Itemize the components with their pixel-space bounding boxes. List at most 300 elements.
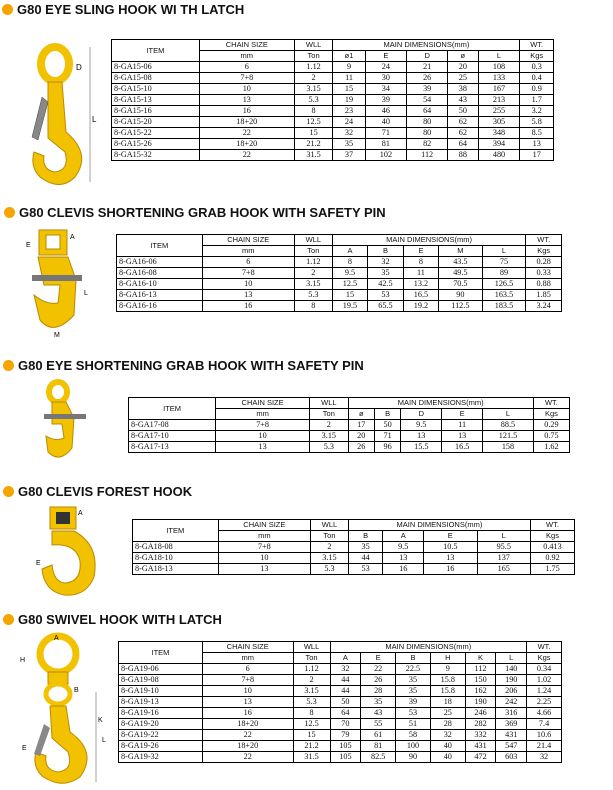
item-code-cell: 8-GA16-08 [117,268,203,279]
table-cell: 305 [478,117,520,128]
table-cell: 10.5 [424,542,477,553]
table-cell: 431 [465,741,496,752]
wll-header: WLL [311,520,349,531]
chain-size-header: CHAIN SIZE [216,398,310,409]
table-cell: 39 [365,95,407,106]
table-cell: 96 [374,442,400,453]
table-cell: 6 [199,62,294,73]
table-row [129,442,570,453]
item-header: ITEM [129,398,216,420]
spec-table-4 [132,519,575,575]
section-title-4 [3,484,192,499]
table-cell: 88.5 [483,420,534,431]
dimension-header: E [365,51,407,62]
table-cell: 21.4 [527,741,562,752]
table-cell: 82 [407,139,448,150]
table-cell: 0.9 [520,84,554,95]
table-cell: 9 [333,62,365,73]
main-dimensions-header: MAIN DIMENSIONS(mm) [330,642,527,653]
table-cell: 5.3 [310,442,348,453]
table-cell: 105 [330,752,361,763]
item-code-cell: 8-GA19-10 [119,686,203,697]
table-cell: 0.28 [526,257,562,268]
table-cell: 3.15 [293,686,330,697]
table-cell: 9.5 [383,542,424,553]
table-cell: 16 [383,564,424,575]
table-cell: 22 [199,150,294,161]
item-code-cell: 8-GA15-06 [112,62,200,73]
item-code-cell: 8-GA19-08 [119,675,203,686]
table-cell: 472 [465,752,496,763]
table-cell: 206 [496,686,527,697]
table-cell: 12.5 [294,117,333,128]
dimension-header: E [442,409,483,420]
item-code-cell: 8-GA15-32 [112,150,200,161]
table-cell: 0.33 [526,268,562,279]
table-cell: 13 [383,553,424,564]
bullet-icon [3,360,14,371]
table-cell: 38 [448,84,479,95]
table-row [119,697,562,708]
table-cell: 35 [396,675,431,686]
table-cell: 35 [348,542,382,553]
table-row [129,431,570,442]
table-cell: 2 [311,542,349,553]
table-cell: 43.5 [439,257,482,268]
table-cell: 6 [202,257,294,268]
table-cell: 62 [448,128,479,139]
table-cell: 1.24 [527,686,562,697]
table-cell: 49.5 [439,268,482,279]
table-cell: 89 [482,268,526,279]
table-cell: 16 [202,708,293,719]
table-cell: 112.5 [439,301,482,312]
table-cell: 20 [448,62,479,73]
table-cell: 3.2 [520,106,554,117]
dimension-header: E [403,246,439,257]
table-row [112,150,554,161]
table-cell: 1.12 [294,62,333,73]
table-cell: 24 [333,117,365,128]
header-row [112,40,554,51]
table-cell: 15 [293,730,330,741]
item-code-cell: 8-GA17-10 [129,431,216,442]
weight-unit: Kgs [533,409,569,420]
table-cell: 71 [365,128,407,139]
item-code-cell: 8-GA18-08 [133,542,219,553]
table-cell: 8 [294,301,332,312]
item-code-cell: 8-GA16-16 [117,301,203,312]
spec-table-2 [116,234,562,312]
table-cell: 2.25 [527,697,562,708]
item-code-cell: 8-GA15-16 [112,106,200,117]
table-cell: 13 [216,442,310,453]
section-title-2 [4,205,386,220]
dimension-header: L [478,51,520,62]
table-row [112,62,554,73]
weight-unit: Kgs [531,531,575,542]
section-title-1 [2,2,244,17]
table-cell: 22 [202,752,293,763]
spec-table-1 [111,39,554,161]
table-row [129,420,570,431]
table-cell: 21.2 [294,139,333,150]
item-code-cell: 8-GA16-06 [117,257,203,268]
dim-label: A [70,234,75,241]
table-cell: 25 [430,708,465,719]
table-row [112,84,554,95]
section-title-text: G80 EYE SLING HOOK WI TH LATCH [17,2,245,17]
table-cell: 22 [202,730,293,741]
dimension-header: B [368,246,404,257]
table-cell: 70.5 [439,279,482,290]
table-cell: 19 [333,95,365,106]
table-cell: 7.4 [527,719,562,730]
item-code-cell: 8-GA16-10 [117,279,203,290]
table-cell: 62 [448,117,479,128]
dim-label: L [102,737,106,744]
section-title-text: G80 EYE SHORTENING GRAB HOOK WITH SAFETY PIN [18,358,364,373]
table-row [117,268,562,279]
table-cell: 8.5 [520,128,554,139]
table-cell: 70 [330,719,361,730]
table-row [119,730,562,741]
table-cell: 61 [361,730,396,741]
table-cell: 18+20 [199,139,294,150]
table-cell: 16 [202,301,294,312]
table-cell: 126.5 [482,279,526,290]
table-cell: 35 [368,268,404,279]
table-cell: 43 [448,95,479,106]
table-cell: 16.5 [442,442,483,453]
table-cell: 255 [478,106,520,117]
table-cell: 2 [293,675,330,686]
item-code-cell: 8-GA17-13 [129,442,216,453]
table-cell: 0.413 [531,542,575,553]
table-cell: 183.5 [482,301,526,312]
wll-header: WLL [294,40,333,51]
table-cell: 40 [365,117,407,128]
clevis-grab-hook-image [24,225,94,340]
table-cell: 32 [333,128,365,139]
table-cell: 15.8 [430,675,465,686]
table-row [119,675,562,686]
table-row [119,664,562,675]
table-cell: 18 [430,697,465,708]
dimension-header: H [430,653,465,664]
weight-unit: Kgs [526,246,562,257]
table-cell: 23 [333,106,365,117]
table-cell: 0.34 [527,664,562,675]
table-cell: 75 [482,257,526,268]
header-row [117,235,562,246]
wll-unit: Ton [294,51,333,62]
table-cell: 2 [294,268,332,279]
table-cell: 13.2 [403,279,439,290]
table-cell: 2 [294,73,333,84]
table-cell: 40 [430,741,465,752]
wll-unit: Ton [311,531,349,542]
table-cell: 81 [361,741,396,752]
table-cell: 167 [478,84,520,95]
table-row [133,553,575,564]
table-cell: 2 [310,420,348,431]
item-code-cell: 8-GA15-13 [112,95,200,106]
table-cell: 3.15 [294,279,332,290]
dimension-header: A [383,531,424,542]
main-dimensions-header: MAIN DIMENSIONS(mm) [348,398,533,409]
table-cell: 44 [348,553,382,564]
table-row [133,564,575,575]
table-cell: 53 [348,564,382,575]
table-cell: 10 [216,431,310,442]
table-cell: 35 [333,139,365,150]
table-cell: 316 [496,708,527,719]
item-header: ITEM [112,40,200,62]
table-cell: 21 [407,62,448,73]
dim-label: A [78,510,83,517]
item-code-cell: 8-GA15-08 [112,73,200,84]
table-cell: 150 [465,675,496,686]
chain-unit: mm [202,653,293,664]
table-cell: 3.24 [526,301,562,312]
dimension-header: D [407,51,448,62]
table-cell: 13 [424,553,477,564]
table-cell: 431 [496,730,527,741]
chain-unit: mm [199,51,294,62]
dim-label: L [84,290,88,297]
table-cell: 165 [477,564,531,575]
eye-sling-hook-image [20,42,110,192]
table-cell: 39 [407,84,448,95]
table-cell: 13 [401,431,442,442]
table-cell: 1.12 [294,257,332,268]
wll-unit: Ton [310,409,348,420]
dimension-header: D [401,409,442,420]
item-code-cell: 8-GA16-13 [117,290,203,301]
table-cell: 3.15 [311,553,349,564]
table-cell: 9 [430,664,465,675]
table-cell: 15 [294,128,333,139]
main-dimensions-header: MAIN DIMENSIONS(mm) [333,40,520,51]
table-cell: 7+8 [202,268,294,279]
table-cell: 13 [442,431,483,442]
table-cell: 190 [465,697,496,708]
table-cell: 30 [365,73,407,84]
dimension-header: B [348,531,382,542]
table-cell: 140 [496,664,527,675]
item-code-cell: 8-GA19-06 [119,664,203,675]
weight-header: WT. [531,520,575,531]
chain-unit: mm [218,531,310,542]
table-cell: 15.8 [430,686,465,697]
table-cell: 10 [202,686,293,697]
dim-label: M [54,332,60,339]
dim-label: H [20,657,26,664]
table-cell: 58 [396,730,431,741]
table-cell: 11 [442,420,483,431]
table-cell: 25 [448,73,479,84]
forest-hook-image [34,505,104,600]
table-cell: 19.2 [403,301,439,312]
table-cell: 15.5 [401,442,442,453]
table-cell: 11 [403,268,439,279]
table-cell: 34 [365,84,407,95]
table-cell: 13 [520,139,554,150]
table-row [119,752,562,763]
item-code-cell: 8-GA15-10 [112,84,200,95]
item-code-cell: 8-GA19-16 [119,708,203,719]
table-cell: 282 [465,719,496,730]
table-row [112,73,554,84]
table-cell: 90 [439,290,482,301]
item-code-cell: 8-GA15-22 [112,128,200,139]
dimension-header: B [374,409,400,420]
table-row [119,708,562,719]
weight-header: WT. [526,235,562,246]
table-cell: 28 [430,719,465,730]
table-cell: 22 [199,128,294,139]
table-cell: 64 [407,106,448,117]
dim-label: E [26,242,31,249]
weight-header: WT. [520,40,554,51]
table-cell: 37 [333,150,365,161]
section-title-text: G80 CLEVIS SHORTENING GRAB HOOK WITH SAFETY PIN [19,205,386,220]
dim-label: D [76,63,82,72]
table-cell: 15 [333,84,365,95]
bullet-icon [4,207,15,218]
table-cell: 16.5 [403,290,439,301]
table-cell: 53 [368,290,404,301]
item-code-cell: 8-GA18-10 [133,553,219,564]
dim-label: A [54,635,59,642]
table-cell: 105 [330,741,361,752]
table-cell: 7+8 [216,420,310,431]
table-cell: 603 [496,752,527,763]
bullet-icon [2,4,13,15]
table-cell: 213 [478,95,520,106]
table-cell: 5.8 [520,117,554,128]
table-row [119,741,562,752]
weight-header: WT. [533,398,569,409]
table-cell: 90 [396,752,431,763]
table-cell: 10.6 [527,730,562,741]
table-cell: 100 [396,741,431,752]
table-cell: 0.75 [533,431,569,442]
table-cell: 43 [361,708,396,719]
dimension-header: ø [348,409,374,420]
table-cell: 13 [199,95,294,106]
table-cell: 51 [396,719,431,730]
table-cell: 0.29 [533,420,569,431]
header-row [119,642,562,653]
table-cell: 0.92 [531,553,575,564]
weight-unit: Kgs [527,653,562,664]
main-dimensions-header: MAIN DIMENSIONS(mm) [332,235,526,246]
table-cell: 0.3 [520,62,554,73]
table-cell: 17 [348,420,374,431]
dim-label: E [36,560,41,567]
table-cell: 10 [199,84,294,95]
dimension-header: L [496,653,527,664]
table-cell: 44 [330,686,361,697]
table-row [117,301,562,312]
table-cell: 32 [430,730,465,741]
table-cell: 1.02 [527,675,562,686]
table-cell: 394 [478,139,520,150]
table-cell: 82.5 [361,752,396,763]
spec-table-3 [128,397,570,453]
table-cell: 13 [202,697,293,708]
dimension-header: M [439,246,482,257]
table-cell: 64 [330,708,361,719]
item-code-cell: 8-GA15-26 [112,139,200,150]
table-cell: 242 [496,697,527,708]
table-cell: 22 [361,664,396,675]
table-cell: 3.15 [294,84,333,95]
table-cell: 0.88 [526,279,562,290]
spec-table-5 [118,641,562,763]
table-cell: 53 [396,708,431,719]
item-header: ITEM [119,642,203,664]
wll-header: WLL [293,642,330,653]
table-cell: 64 [448,139,479,150]
header-row [133,520,575,531]
table-cell: 1.7 [520,95,554,106]
item-code-cell: 8-GA19-22 [119,730,203,741]
table-cell: 246 [465,708,496,719]
table-cell: 8 [293,708,330,719]
table-cell: 10 [218,553,310,564]
table-cell: 44 [330,675,361,686]
table-cell: 39 [396,697,431,708]
table-cell: 547 [496,741,527,752]
table-cell: 8 [403,257,439,268]
header-row [129,398,570,409]
wll-unit: Ton [293,653,330,664]
wll-header: WLL [310,398,348,409]
section-title-3 [3,358,364,373]
table-cell: 17 [520,150,554,161]
table-cell: 5.3 [293,697,330,708]
item-code-cell: 8-GA17-08 [129,420,216,431]
table-cell: 112 [407,150,448,161]
table-row [112,106,554,117]
table-cell: 19.5 [332,301,368,312]
dimension-header: L [477,531,531,542]
chain-unit: mm [202,246,294,257]
main-dimensions-header: MAIN DIMENSIONS(mm) [348,520,530,531]
table-row [112,117,554,128]
table-cell: 12.5 [332,279,368,290]
table-cell: 108 [478,62,520,73]
table-cell: 55 [361,719,396,730]
table-cell: 0.4 [520,73,554,84]
table-cell: 22.5 [396,664,431,675]
dimension-header: A [332,246,368,257]
chain-size-header: CHAIN SIZE [202,642,293,653]
table-row [117,290,562,301]
table-cell: 137 [477,553,531,564]
table-row [112,95,554,106]
table-cell: 6 [202,664,293,675]
table-cell: 26 [407,73,448,84]
weight-unit: Kgs [520,51,554,62]
dimension-header: L [482,246,526,257]
table-row [117,257,562,268]
table-cell: 32 [368,257,404,268]
table-cell: 32 [527,752,562,763]
